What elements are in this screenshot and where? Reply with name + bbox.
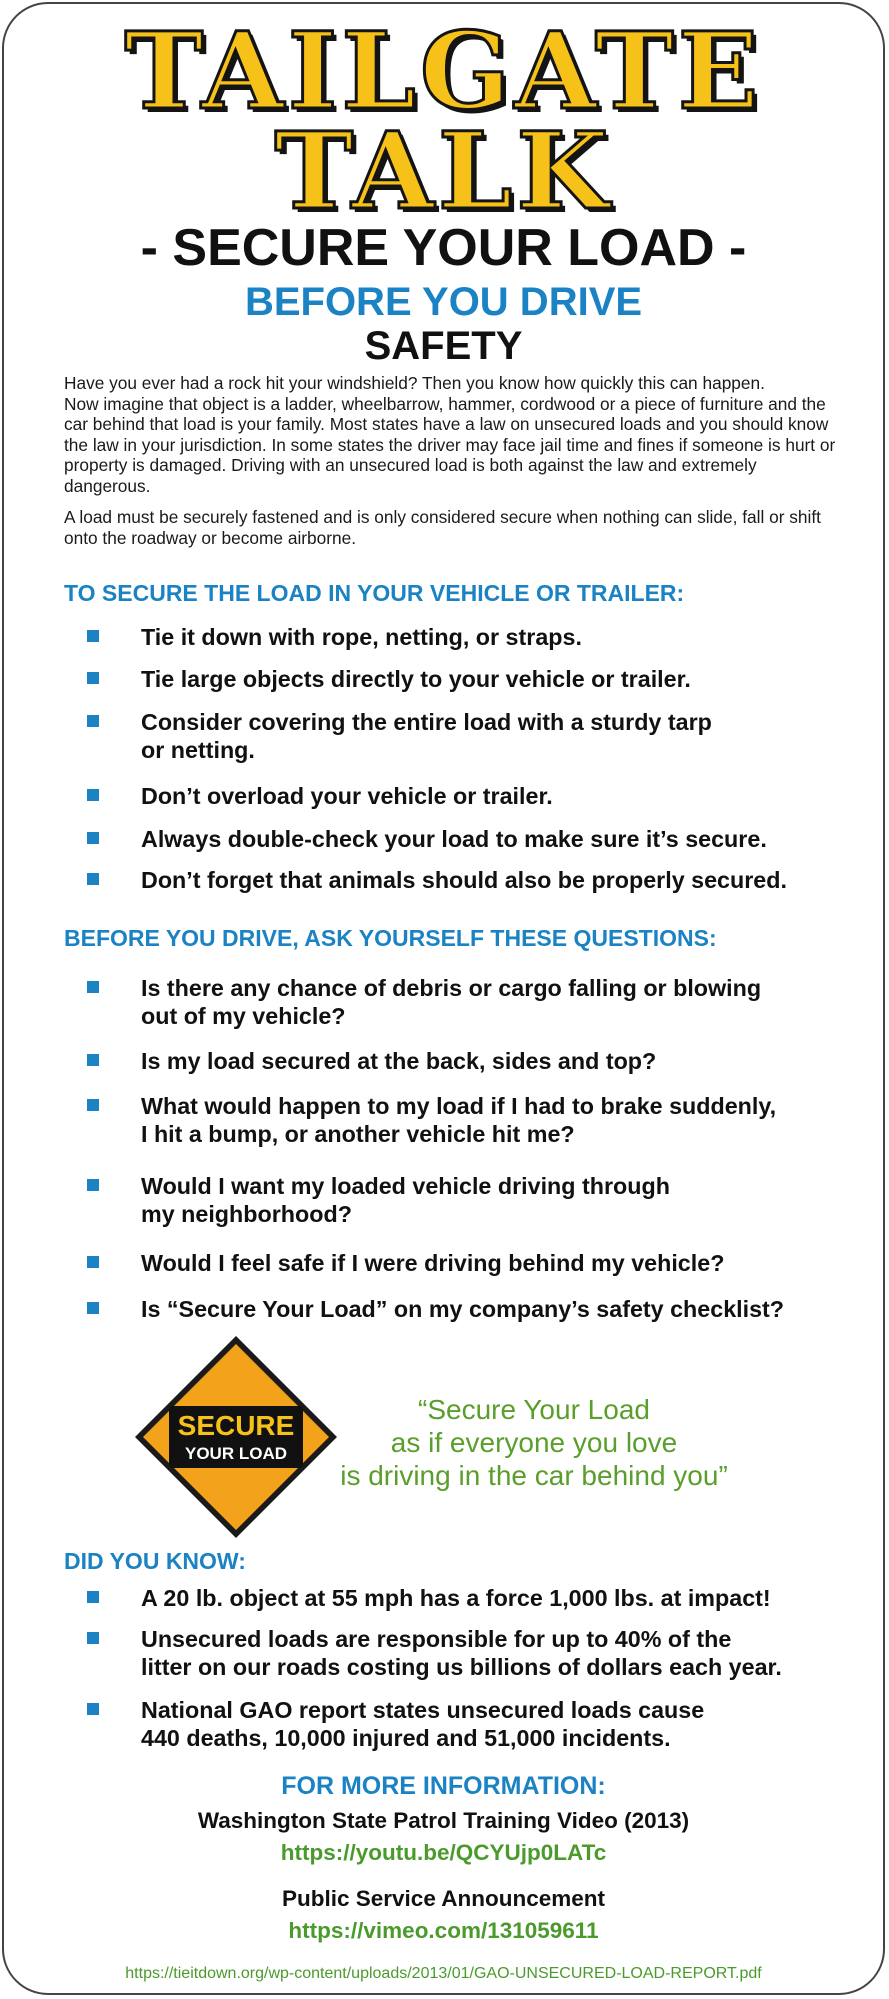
list-item-line: A 20 lb. object at 55 mph has a force 1,000 lbs. at impact! [141, 1585, 771, 1611]
safety-heading: SAFETY [364, 324, 523, 368]
list-item [141, 782, 861, 810]
bullet-square [87, 1054, 99, 1066]
title-line-1: TAILGATE [124, 8, 763, 133]
bullet-square [87, 1256, 99, 1268]
intro-line: A load must be securely fastened and is only considered secure when nothing can slide, fall or shift [64, 507, 821, 527]
list-item [141, 665, 861, 693]
list-item-line: Is there any chance of debris or cargo falling or blowing [141, 975, 762, 1001]
list-item-line: litter on our roads costing us billions of dollars each year. [141, 1654, 782, 1680]
intro-line: car behind that load is your family. Most states have a law on unsecured loads and you should know [64, 414, 829, 434]
list-item [141, 1295, 861, 1323]
list-item [141, 1625, 861, 1681]
bullet-square [87, 789, 99, 801]
list-item-line: Don’t overload your vehicle or trailer. [141, 783, 553, 809]
list-item [141, 1172, 861, 1228]
did-you-know-heading: DID YOU KNOW: [64, 1548, 246, 1574]
list-item-line: or netting. [141, 737, 255, 763]
bullet-square [87, 672, 99, 684]
intro-line: Now imagine that object is a ladder, wheelbarrow, hammer, cordwood or a piece of furniture and the [64, 393, 826, 414]
list-item-line: Would I feel safe if I were driving behind my vehicle? [141, 1250, 725, 1276]
list-item-line: Unsecured loads are responsible for up to 40% of the [141, 1626, 732, 1652]
bullet-square [87, 1632, 99, 1644]
list-item [141, 974, 861, 1030]
quote-line: as if everyone you love [390, 1427, 678, 1458]
bullet-square [87, 715, 99, 727]
psa-title: Public Service Announcement [282, 1886, 605, 1911]
list-item-line: Would I want my loaded vehicle driving through [141, 1173, 670, 1199]
intro-line: property is damaged. Driving with an unsecured load is both against the law and extremely dangerous. [64, 455, 757, 496]
list-item [141, 1249, 861, 1277]
list-item-line: National GAO report states unsecured loads cause [141, 1697, 705, 1723]
bullet-square [87, 630, 99, 642]
psa-link[interactable]: https://vimeo.com/131059611 [288, 1918, 599, 1943]
list-item [141, 623, 861, 651]
training-video-title: Washington State Patrol Training Video (2013) [197, 1808, 690, 1833]
secure-your-load-sign [133, 1334, 339, 1540]
list-item [141, 1092, 861, 1148]
list-item-line: I hit a bump, or another vehicle hit me? [141, 1121, 575, 1147]
gao-report-link[interactable]: https://tieitdown.org/wp-content/uploads/2013/01/GAO-UNSECURED-LOAD-REPORT.pdf [125, 1965, 762, 1982]
before-you-drive-heading: BEFORE YOU DRIVE [244, 280, 643, 324]
training-video-link[interactable]: https://youtu.be/QCYUjp0LATc [280, 1840, 607, 1865]
list-item-line: out of my vehicle? [141, 1003, 346, 1029]
bullet-square [87, 1302, 99, 1314]
bullet-square [87, 1179, 99, 1191]
intro-line: the law in your jurisdiction. In some states the driver may face jail time and fines if someone is hurt or [64, 434, 836, 455]
list-item-line: Tie it down with rope, netting, or straps. [141, 624, 582, 650]
list-item-line: Consider covering the entire load with a sturdy tarp [141, 709, 712, 735]
intro-line: onto the roadway or become airborne. [64, 527, 357, 548]
list-item [141, 866, 861, 894]
bullet-square [87, 873, 99, 885]
intro-line: Have you ever had a rock hit your windshield? Then you know how quickly this can happen. [64, 373, 765, 393]
bullet-square [87, 981, 99, 993]
list-item-line: Is “Secure Your Load” on my company’s safety checklist? [141, 1296, 785, 1322]
title-line-2: TALK [274, 108, 613, 233]
quote-line: “Secure Your Load [418, 1394, 650, 1425]
quote-block [324, 1393, 744, 1492]
list-item-line: my neighborhood? [141, 1201, 352, 1227]
sign-text-secure: SECURE [177, 1410, 295, 1441]
tailgate-talk-flyer [2, 2, 885, 1995]
bullet-square [87, 1703, 99, 1715]
intro-paragraph-2 [64, 507, 844, 548]
secure-your-load-heading: - SECURE YOUR LOAD - [140, 219, 747, 277]
list-item-line: Don’t forget that animals should also be properly secured. [141, 867, 787, 893]
list-item-line: Tie large objects directly to your vehicle or trailer. [141, 666, 691, 692]
bullet-square [87, 1099, 99, 1111]
list-item [141, 708, 861, 764]
list-item [141, 825, 861, 853]
list-item-line: Always double-check your load to make sure it’s secure. [141, 826, 767, 852]
bullet-square [87, 1591, 99, 1603]
intro-paragraph-1 [64, 373, 844, 496]
questions-section-heading: BEFORE YOU DRIVE, ASK YOURSELF THESE QUESTIONS: [64, 925, 717, 951]
list-item [141, 1584, 861, 1612]
more-info-heading: FOR MORE INFORMATION: [281, 1772, 606, 1800]
list-item-line: 440 deaths, 10,000 injured and 51,000 incidents. [141, 1725, 671, 1751]
sign-text-your-load: YOUR LOAD [185, 1444, 287, 1463]
list-item [141, 1696, 861, 1752]
list-item [141, 1047, 861, 1075]
secure-section-heading: TO SECURE THE LOAD IN YOUR VEHICLE OR TRAILER: [64, 580, 685, 606]
list-item-line: What would happen to my load if I had to brake suddenly, [141, 1093, 777, 1119]
list-item-line: Is my load secured at the back, sides and top? [141, 1048, 657, 1074]
quote-line: is driving in the car behind you” [340, 1460, 728, 1491]
bullet-square [87, 832, 99, 844]
